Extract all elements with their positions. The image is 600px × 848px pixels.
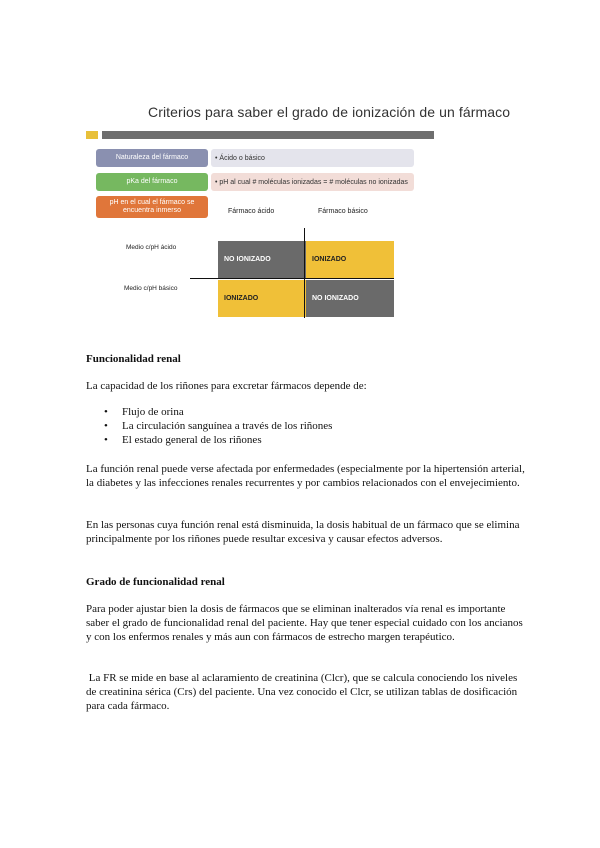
list-item: • El estado general de los riñones: [122, 433, 332, 447]
factors-list: [86, 405, 332, 447]
criterion-value-pka: • pH al cual # moléculas ionizadas = # moléculas no ionizadas: [211, 173, 414, 191]
row-header-acid-medium: Medio c/pH ácido: [126, 244, 177, 251]
list-item: • Flujo de orina: [122, 405, 332, 419]
paragraph-creatinine: La FR se mide en base al aclaramiento de creatinina (Clcr), que se calcula conociendo los niveles de creatinina sérica (Crs) del paciente. Una vez conocido el Clcr, se utilizan tablas de dosificación para cada fármaco.: [86, 672, 521, 712]
heading-renal-function: Funcionalidad renal: [86, 353, 181, 365]
figure-title: Criterios para saber el grado de ionización de un fármaco: [148, 104, 511, 120]
title-accent-bar: [86, 131, 98, 139]
criterion-value-nature: • Ácido o básico: [211, 149, 414, 167]
criterion-label-nature: Naturaleza del fármaco: [96, 149, 208, 167]
criterion-label-ph: pH en el cual el fármaco se encuentra inmerso: [96, 196, 208, 218]
criterion-label-pka: pKa del fármaco: [96, 173, 208, 191]
ionization-figure: [0, 0, 600, 330]
list-item: • La circulación sanguínea a través de los riñones: [122, 419, 332, 433]
paragraph-renal-affected: La función renal puede verse afectada por enfermedades (especialmente por la hipertensión arterial, la diabetes y las infecciones renales recurrentes y por cambios relacionados con el envejecimiento.: [86, 463, 525, 489]
matrix-vertical-axis: [304, 228, 305, 318]
cell-acid-drug-acid-medium: NO IONIZADO: [218, 241, 306, 278]
matrix-horizontal-axis: [190, 278, 394, 279]
heading-renal-grade: Grado de funcionalidad renal: [86, 576, 225, 588]
paragraph-reduced-function: En las personas cuya función renal está disminuida, la dosis habitual de un fármaco que se elimina principalmente por los riñones puede resultar excesiva y causar efectos adversos.: [86, 519, 520, 545]
cell-basic-drug-basic-medium: NO IONIZADO: [306, 280, 394, 317]
title-underline-bar: [102, 131, 434, 139]
intro-paragraph: La capacidad de los riñones para excretar fármacos depende de:: [86, 380, 367, 392]
col-header-basic: Fármaco básico: [318, 208, 368, 215]
cell-acid-drug-basic-medium: IONIZADO: [218, 280, 306, 317]
row-header-basic-medium: Medio c/pH básico: [124, 285, 178, 292]
col-header-acid: Fármaco ácido: [228, 208, 275, 215]
cell-basic-drug-acid-medium: IONIZADO: [306, 241, 394, 278]
paragraph-dose-adjustment: Para poder ajustar bien la dosis de fármacos que se eliminan inalterados vía renal es importante saber el grado de funcionalidad renal del paciente. Hay que tener especial cuidado con los ancianos y con los enfermos renales y más aun con fármacos de estrecho margen terapéutico.: [86, 603, 523, 643]
